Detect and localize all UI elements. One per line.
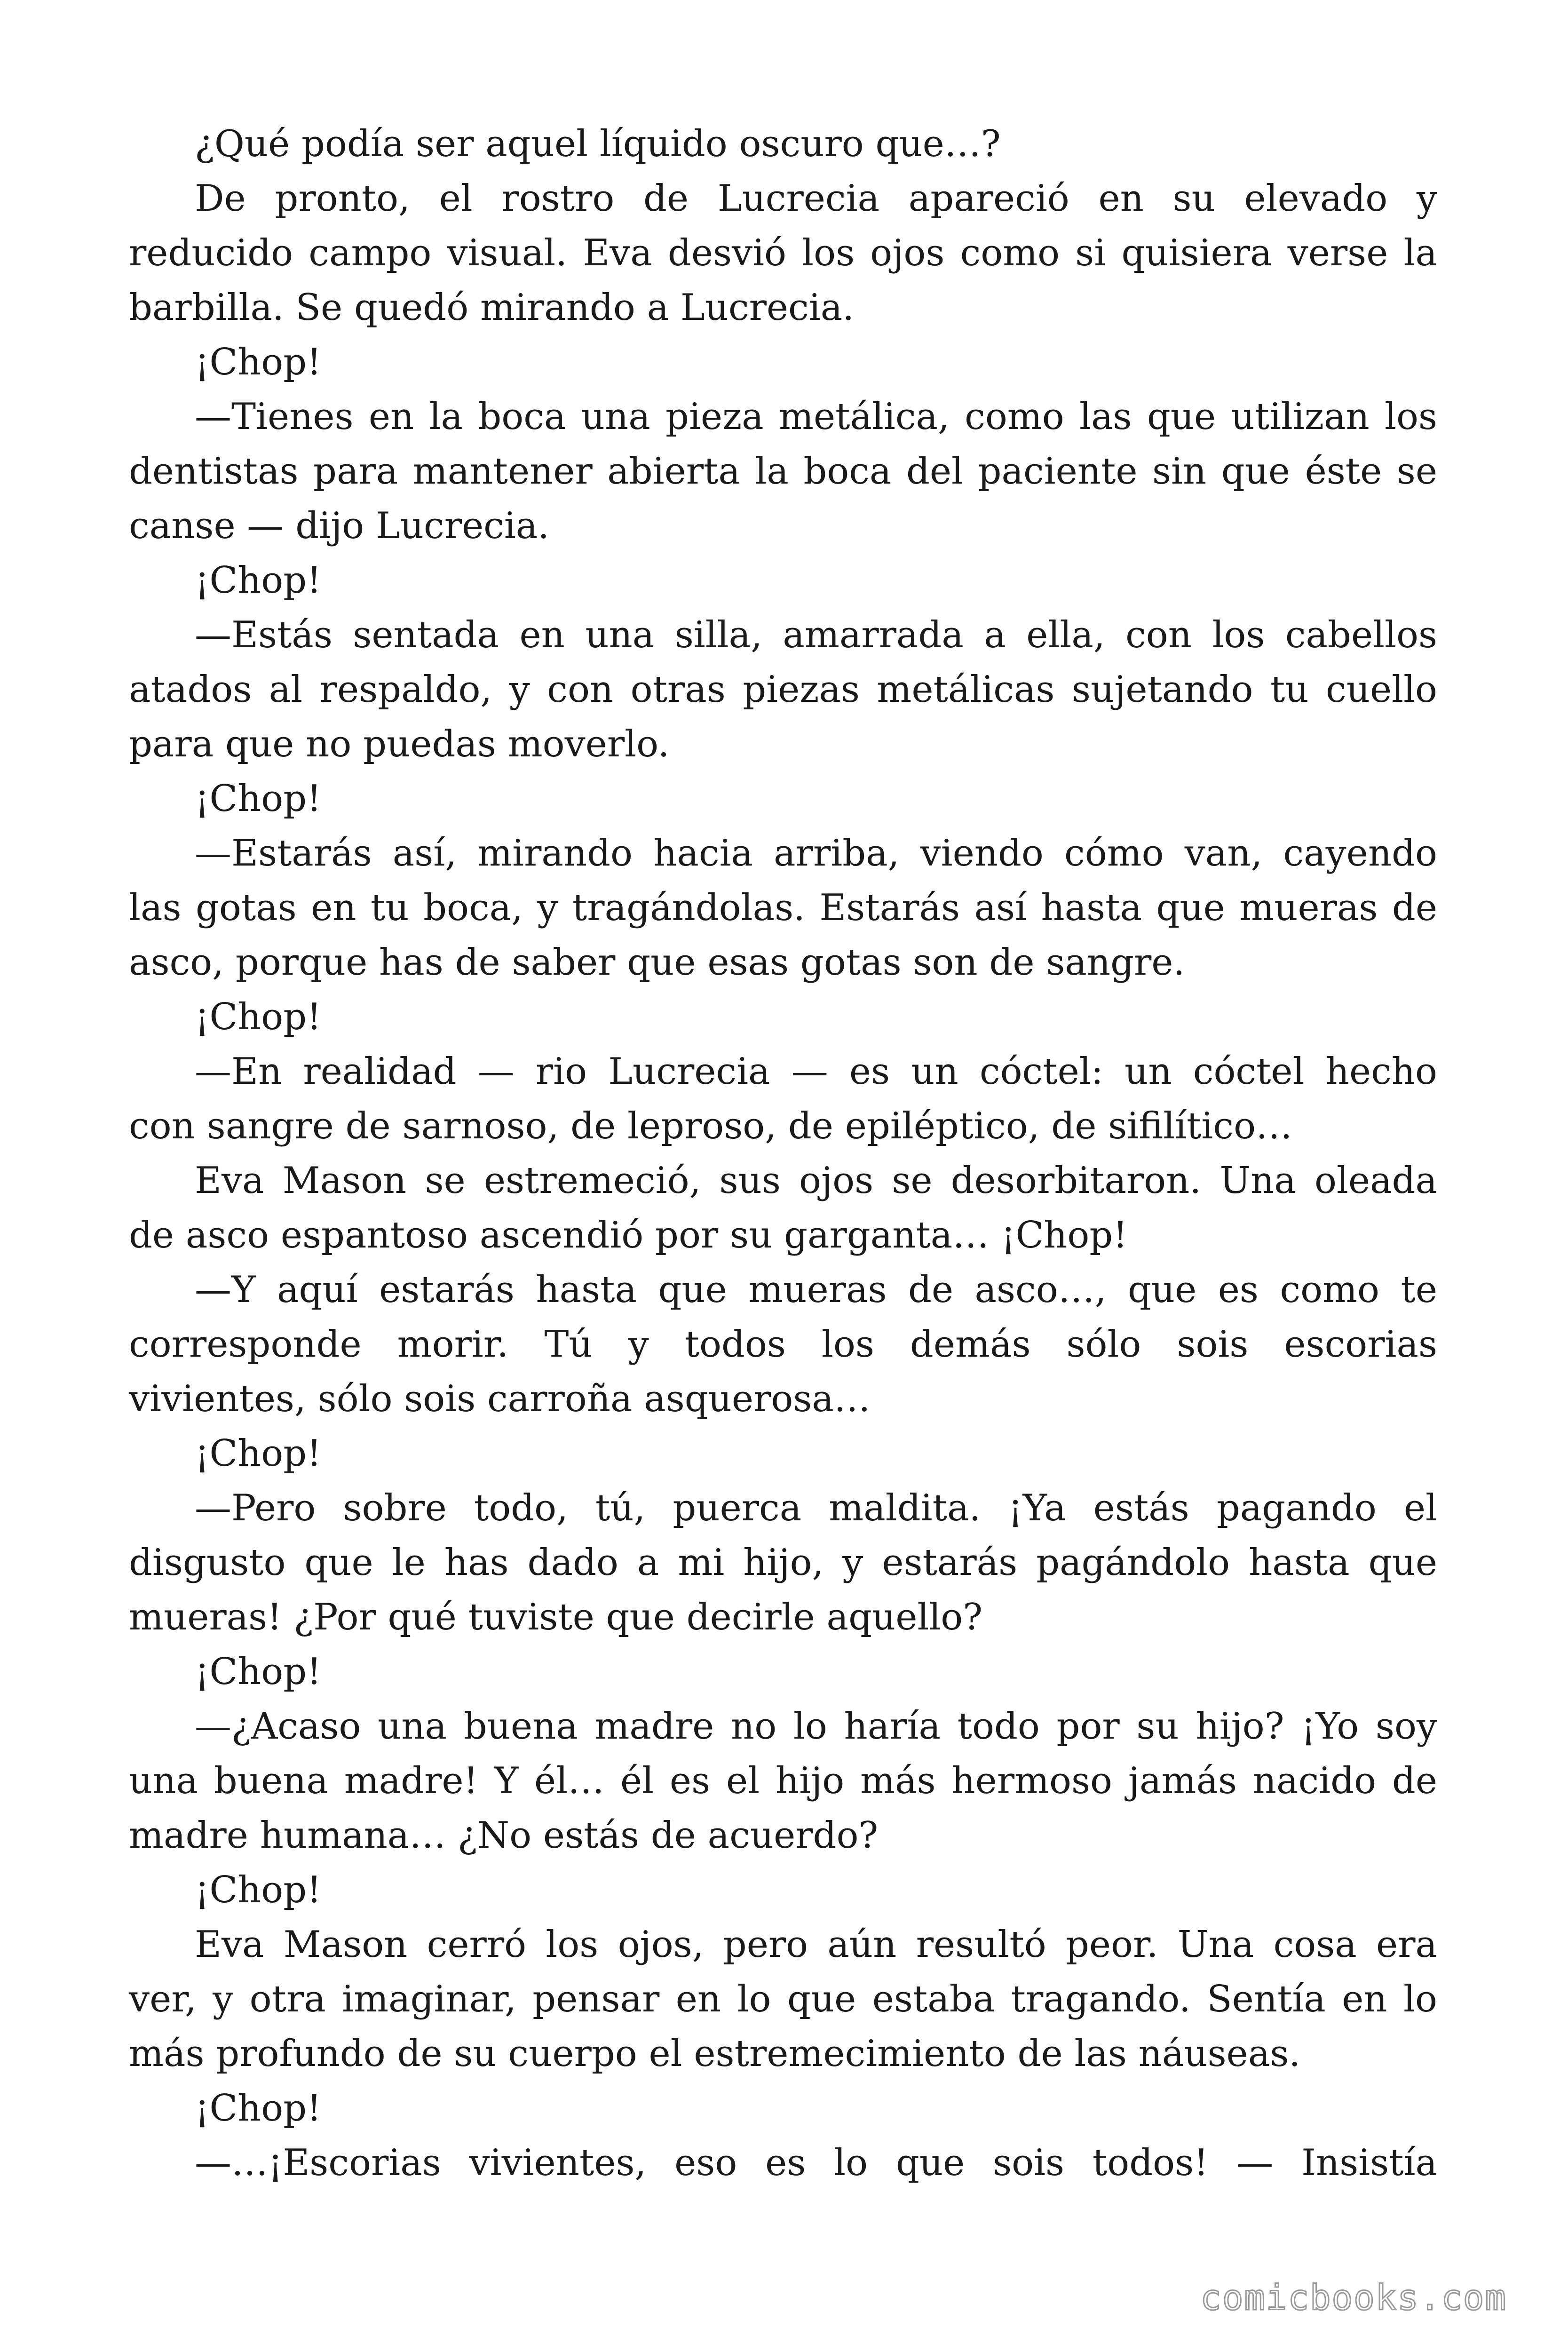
- text-line: Eva Mason se estremeció, sus ojos se desorbitaron. Una oleada: [195, 1160, 1437, 1202]
- text-line: ¡Chop!: [195, 996, 322, 1038]
- text-line: barbilla. Se quedó mirando a Lucrecia.: [129, 286, 854, 329]
- text-line: —¿Acaso una buena madre no lo haría todo por su hijo? ¡Yo soy: [195, 1705, 1437, 1748]
- text-line: canse — dijo Lucrecia.: [129, 505, 550, 547]
- text-line: una buena madre! Y él… él es el hijo más hermoso jamás nacido de: [129, 1760, 1437, 1802]
- text-line: ¡Chop!: [195, 778, 322, 820]
- text-line: ¡Chop!: [195, 341, 322, 383]
- text-line: corresponde morir. Tú y todos los demás sólo sois escorias: [129, 1323, 1437, 1366]
- text-line: vivientes, sólo sois carroña asquerosa…: [129, 1378, 871, 1420]
- text-line: mueras! ¿Por qué tuviste que decirle aquello?: [129, 1596, 983, 1638]
- text-line: —Y aquí estarás hasta que mueras de asco…, que es como te: [195, 1269, 1437, 1311]
- text-line: —En realidad — rio Lucrecia — es un cóctel: un cóctel hecho: [195, 1050, 1437, 1093]
- text-line: de asco espantoso ascendió por su garganta… ¡Chop!: [129, 1214, 1128, 1256]
- text-line: con sangre de sarnoso, de leproso, de epiléptico, de sifilítico…: [129, 1105, 1293, 1147]
- watermark: comicbooks.com: [1200, 2278, 1507, 2318]
- text-line: para que no puedas moverlo.: [129, 723, 670, 765]
- text-line: Eva Mason cerró los ojos, pero aún resultó peor. Una cosa era: [195, 1923, 1437, 1966]
- text-line: las gotas en tu boca, y tragándolas. Estarás así hasta que mueras de: [129, 887, 1437, 929]
- text-line: —Tienes en la boca una pieza metálica, como las que utilizan los: [195, 396, 1437, 438]
- text-line: ¡Chop!: [195, 1432, 322, 1475]
- text-line: ver, y otra imaginar, pensar en lo que estaba tragando. Sentía en lo: [129, 1978, 1437, 2020]
- text-line: —Estarás así, mirando hacia arriba, viendo cómo van, cayendo: [195, 832, 1437, 874]
- text-line: —Estás sentada en una silla, amarrada a ella, con los cabellos: [195, 614, 1437, 656]
- text-line: —Pero sobre todo, tú, puerca maldita. ¡Ya estás pagando el: [195, 1487, 1437, 1529]
- text-line: madre humana… ¿No estás de acuerdo?: [129, 1814, 879, 1857]
- text-line: asco, porque has de saber que esas gotas son de sangre.: [129, 941, 1185, 984]
- text-line: disgusto que le has dado a mi hijo, y estarás pagándolo hasta que: [129, 1542, 1437, 1584]
- text-line: —…¡Escorias vivientes, eso es lo que sois todos! — Insistía: [195, 2142, 1437, 2184]
- text-line: dentistas para mantener abierta la boca del paciente sin que éste se: [129, 450, 1437, 493]
- text-line: atados al respaldo, y con otras piezas metálicas sujetando tu cuello: [129, 668, 1437, 711]
- text-line: ¡Chop!: [195, 559, 322, 602]
- text-line: ¡Chop!: [195, 1651, 322, 1693]
- text-line: ¡Chop!: [195, 2087, 322, 2130]
- text-line: reducido campo visual. Eva desvió los ojos como si quisiera verse la: [129, 232, 1437, 274]
- text-line: ¿Qué podía ser aquel líquido oscuro que…?: [195, 123, 1001, 165]
- text-line: De pronto, el rostro de Lucrecia apareció en su elevado y: [195, 177, 1437, 220]
- text-line: ¡Chop!: [195, 1869, 322, 1911]
- text-line: más profundo de su cuerpo el estremecimiento de las náuseas.: [129, 2033, 1301, 2075]
- body-text: [129, 117, 1437, 2190]
